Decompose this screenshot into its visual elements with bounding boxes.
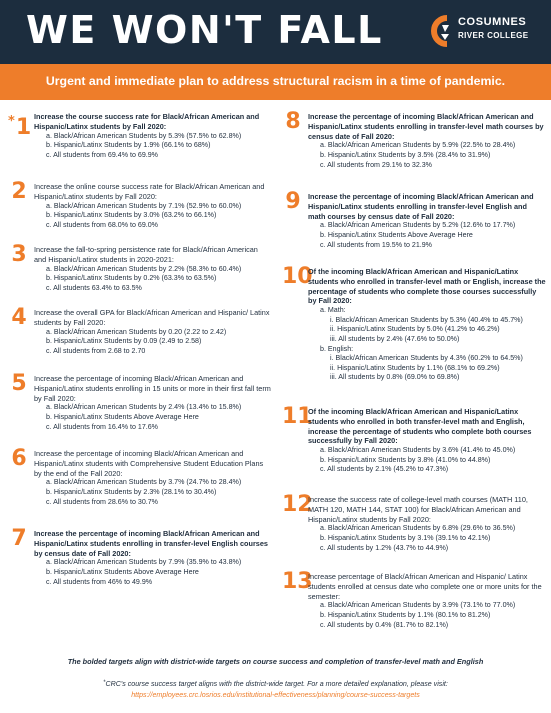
goal-target: c. All students 63.4% to 63.5%: [46, 283, 142, 292]
goal-target: b. Hispanic/Latinx Students by 3.0% (63.2% to 66.1%): [46, 211, 217, 220]
goal-number: 10: [282, 264, 313, 289]
goal-heading: Increase the course success rate for Black/African American and Hispanic/Latinx students by Fall 2020:: [34, 112, 260, 131]
goal-heading: Increase the fall-to-spring persistence rate for Black/African American and Hispanic/Latinx students in 2020-2021:: [34, 245, 258, 264]
college-logo: [423, 10, 543, 56]
goal-body: [308, 495, 546, 553]
goal-target: iii. All students by 0.8% (69.0% to 69.8%): [330, 373, 460, 382]
page-title: WE WON'T FALL: [26, 8, 383, 52]
subtitle-banner: [0, 64, 551, 100]
goal-number: 7: [11, 526, 27, 551]
banner-text: Urgent and immediate plan to address structural racism in a time of pandemic.: [45, 74, 506, 88]
goal-heading: Increase the overall GPA for Black/African American and Hispanic/ Latinx students by Fall 2020:: [34, 308, 270, 327]
goal-heading: Increase the percentage of incoming Black/African American and Hispanic/Latinx students enrolling in transfer-level English and math courses by census date of Fall 2020:: [308, 192, 534, 221]
goal-target: c. All students from 69.4% to 69.9%: [46, 150, 158, 159]
goal-body: [34, 374, 272, 432]
footer-asterisk: *: [103, 680, 106, 686]
goal-body: [34, 449, 272, 507]
footer-note: The bolded targets align with district-wide targets on course success and completion of transfer-level math and English: [67, 657, 484, 666]
goal-target: b. Hispanic/Latinx Students by 3.8% (41.0% to 44.8%): [320, 455, 491, 464]
goal-number: 5: [11, 371, 27, 396]
goal-target: a. Black/African American Students by 3.6% (41.4% to 45.0%): [320, 446, 516, 455]
goal-body: [34, 308, 272, 356]
goal-heading: Increase percentage of Black/African American and Hispanic/ Latinx students enrolled at census date who complete one or more units for the semester:: [308, 572, 542, 601]
goal-number: 2: [11, 179, 27, 204]
goal-number: 8: [285, 109, 301, 134]
goal-target: c. All students from 16.4% to 17.6%: [46, 422, 158, 431]
footer-explanation: [0, 680, 551, 688]
goal-number: 9: [285, 189, 301, 214]
goal-number: 4: [11, 305, 27, 330]
footer-explanation-text: CRC's course success target aligns with the district-wide target. For a more detailed explanation, please visit:: [105, 680, 448, 688]
goal-target: c. All students from 29.1% to 32.3%: [320, 160, 432, 169]
goal-body: [308, 267, 546, 383]
goal-body: [34, 182, 272, 230]
goal-target: a. Math:: [320, 306, 346, 315]
goal-heading: Increase the success rate of college-level math courses (MATH 110, MATH 120, MATH 144, STAT 100) for Black/African American and Hispanic/Latinx students by Fall 2020:: [308, 495, 528, 524]
goal-target: ii. Hispanic/Latinx Students by 1.1% (68.1% to 69.2%): [330, 363, 500, 372]
goal-target: a. Black/African American Students by 5.9% (22.5% to 28.4%): [320, 141, 516, 150]
goal-target: a. Black/African American Students by 5.3% (57.5% to 62.8%): [46, 131, 242, 140]
goal-target: b. Hispanic/Latinx Students by 0.09 (2.49 to 2.58): [46, 337, 202, 346]
goal-target: c. All students by 1.2% (43.7% to 44.9%): [320, 543, 449, 552]
goal-target: c. All students by 0.4% (81.7% to 82.1%): [320, 620, 449, 629]
goal-target: b. Hispanic/Latinx Students by 2.3% (28.1% to 30.4%): [46, 487, 217, 496]
logo-text-line2: RIVER COLLEGE: [458, 31, 529, 40]
goal-target: b. Hispanic/Latinx Students Above Average Here: [46, 412, 199, 421]
goal-target: b. Hispanic/Latinx Students Above Average Here: [46, 567, 199, 576]
goal-target: b. Hispanic/Latinx Students Above Average Here: [320, 230, 473, 239]
goal-target: b. English:: [320, 344, 354, 353]
goal-body: [34, 529, 272, 587]
goal-body: [308, 572, 546, 630]
college-logo-icon: [423, 12, 453, 50]
goal-body: [308, 407, 546, 475]
goal-number: * 1: [8, 110, 30, 140]
goal-target: a. Black/African American Students by 6.8% (29.6% to 36.5%): [320, 524, 516, 533]
goal-target: a. Black/African American Students by 2.2% (58.3% to 60.4%): [46, 264, 242, 273]
goal-body: [34, 112, 272, 160]
goal-number: 13: [282, 569, 313, 594]
goal-target: iii. All students by 2.4% (47.6% to 50.0%): [330, 334, 460, 343]
goal-target: c. All students from 19.5% to 21.9%: [320, 240, 432, 249]
goal-number: 12: [282, 492, 313, 517]
goal-target: a. Black/African American Students by 5.2% (12.6% to 17.7%): [320, 221, 516, 230]
goal-target: i. Black/African American Students by 4.3% (60.2% to 64.5%): [330, 354, 523, 363]
goal-heading: Increase the percentage of incoming Black/African American and Hispanic/Latinx students enrolling in transfer-level math courses by census date of Fall 2020:: [308, 112, 544, 141]
goal-heading: Increase the percentage of incoming Black/African American and Hispanic/Latinx students with Comprehensive Student Education Plans by the end of the Fall 2020:: [34, 449, 264, 478]
goal-heading: Of the incoming Black/African American and Hispanic/Latinx students who enrolled in transfer-level math or English, increase the percentage of students who complete those courses successfully by Fall 2020:: [308, 267, 546, 306]
goal-target: c. All students from 46% to 49.9%: [46, 577, 153, 586]
goal-target: b. Hispanic/Latinx Students by 3.1% (39.1% to 42.1%): [320, 533, 491, 542]
goal-target: b. Hispanic/Latinx Students by 1.1% (80.1% to 81.2%): [320, 610, 491, 619]
goal-target: b. Hispanic/Latinx Students by 1.9% (66.1% to 68%): [46, 141, 211, 150]
goal-number: 11: [282, 404, 313, 429]
goal-target: a. Black/African American Students by 3.7% (24.7% to 28.4%): [46, 478, 242, 487]
logo-text-line1: COSUMNES: [458, 16, 527, 28]
goal-target: a. Black/African American Students by 7.1% (52.9% to 60.0%): [46, 201, 242, 210]
goal-target: a. Black/African American Students by 3.9% (73.1% to 77.0%): [320, 601, 516, 610]
goal-heading: Increase the percentage of incoming Black/African American and Hispanic/Latinx students enrolling in transfer-level English courses by census date of Fall 2020:: [34, 529, 268, 558]
goal-target: c. All students from 68.0% to 69.0%: [46, 220, 158, 229]
goal-target: ii. Hispanic/Latinx Students by 5.0% (41.2% to 46.2%): [330, 325, 500, 334]
goal-heading: Increase the percentage of incoming Black/African American and Hispanic/Latinx students enrolling in 15 units or more in their first fall term by Fall 2020:: [34, 374, 271, 403]
goal-target: b. Hispanic/Latinx Students by 3.5% (28.4% to 31.9%): [320, 150, 491, 159]
goal-body: [34, 245, 272, 293]
goal-heading: Of the incoming Black/African American and Hispanic/Latinx students who enrolled in both transfer-level math and English, increase the percentage of students who complete both courses successfully by Fall 2020:: [308, 407, 532, 446]
goal-body: [308, 192, 546, 250]
goal-target: a. Black/African American Students by 0.20 (2.22 to 2.42): [46, 327, 227, 336]
goal-target: a. Black/African American Students by 7.9% (35.9% to 43.8%): [46, 558, 242, 567]
goal-body: [308, 112, 546, 170]
goal-number: 6: [11, 446, 27, 471]
goal-number: 3: [11, 242, 27, 267]
goal-target: b. Hispanic/Latinx Students by 0.2% (63.3% to 63.5%): [46, 274, 217, 283]
header-bar: [0, 0, 551, 64]
goal-target: c. All students from 28.6% to 30.7%: [46, 497, 158, 506]
goal-target: c. All students from 2.68 to 2.70: [46, 346, 146, 355]
goal-target: a. Black/African American Students by 2.4% (13.4% to 15.8%): [46, 403, 242, 412]
goal-heading: Increase the online course success rate for Black/African American and Hispanic/Latinx students by Fall 2020:: [34, 182, 265, 201]
goal-target: i. Black/African American Students by 5.3% (40.4% to 45.7%): [330, 315, 523, 324]
footer-link[interactable]: https://employees.crc.losrios.edu/institutional-effectiveness/planning/course-success-targets: [131, 691, 420, 699]
goal-target: c. All students by 2.1% (45.2% to 47.3%): [320, 465, 449, 474]
